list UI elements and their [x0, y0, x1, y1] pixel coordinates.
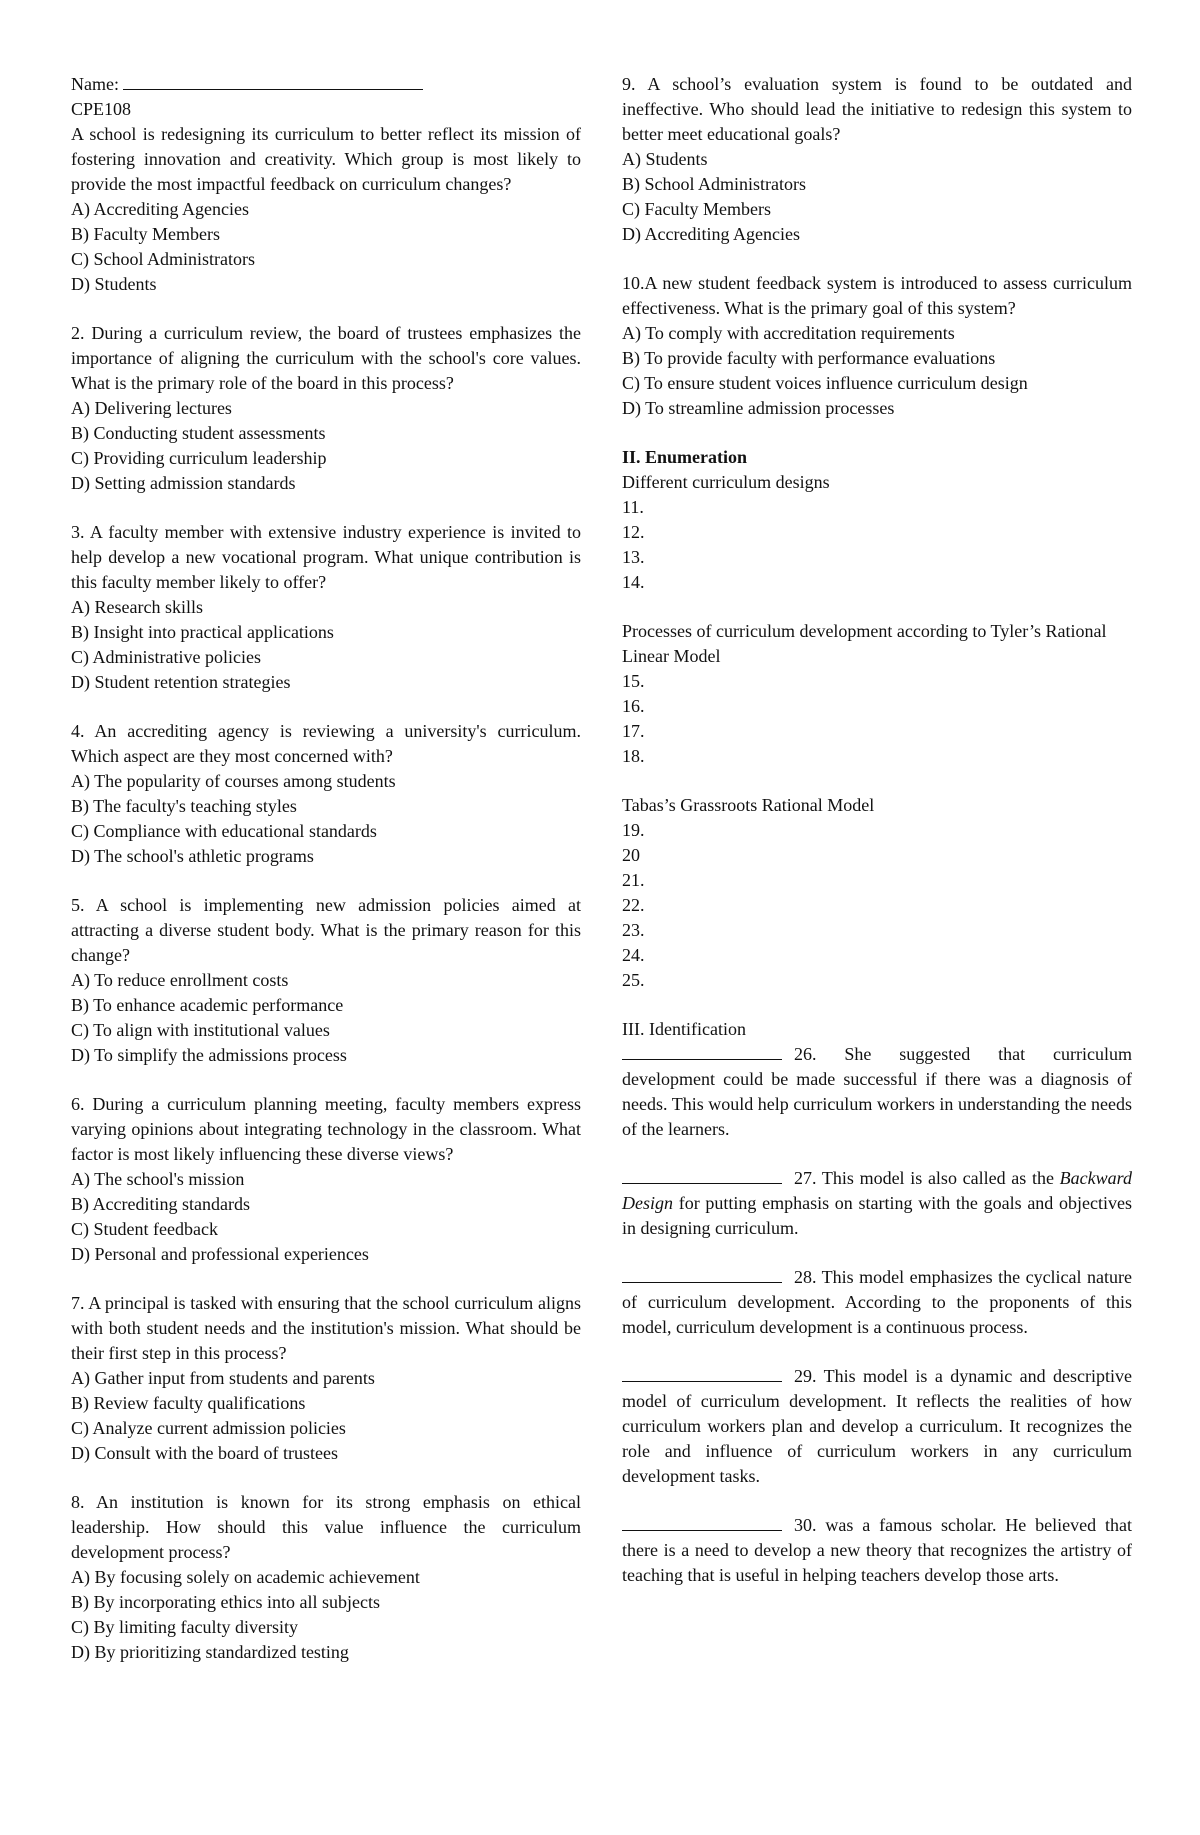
answer-option[interactable]: C) Compliance with educational standards — [71, 821, 377, 841]
answer-option[interactable]: B) Faculty Members — [71, 224, 220, 244]
question-stem: 3. A faculty member with extensive industry experience is invited to help develop a new vocational program. What unique contribution is this faculty member likely to offer? — [71, 522, 581, 592]
identification-text: 29. This model is a dynamic and descriptive model of curriculum development. It reflects the realities of how curriculum workers plan and develop a curriculum. It recognizes the role and influence of curriculum workers in any curriculum development tasks. — [622, 1366, 1132, 1486]
answer-option[interactable]: B) School Administrators — [622, 174, 806, 194]
answer-option[interactable]: D) Consult with the board of trustees — [71, 1443, 338, 1463]
answer-option[interactable]: B) Insight into practical applications — [71, 622, 334, 642]
question-item — [622, 72, 1132, 247]
answer-option[interactable]: D) Students — [71, 274, 157, 294]
answer-option[interactable]: C) To ensure student voices influence curriculum design — [622, 373, 1028, 393]
question-item — [71, 719, 581, 869]
answer-blank-line[interactable] — [622, 1514, 782, 1531]
enumeration-item[interactable]: 15. — [622, 671, 645, 691]
question-stem: 8. An institution is known for its strong emphasis on ethical leadership. How should this value influence the curriculum development process? — [71, 1492, 581, 1562]
answer-option[interactable]: D) By prioritizing standardized testing — [71, 1642, 349, 1662]
identification-item — [622, 1265, 1132, 1340]
enumeration-item[interactable]: 23. — [622, 920, 645, 940]
question-stem: 10.A new student feedback system is introduced to assess curriculum effectiveness. What is the primary goal of this system? — [622, 273, 1132, 318]
answer-option[interactable]: C) Analyze current admission policies — [71, 1418, 346, 1438]
question-stem: 6. During a curriculum planning meeting, faculty members express varying opinions about integrating technology in the classroom. What factor is most likely influencing these diverse views? — [71, 1094, 581, 1164]
identification-text: 27. This model is also called as the — [794, 1168, 1060, 1188]
answer-option[interactable]: C) Faculty Members — [622, 199, 771, 219]
enumeration-item[interactable]: 17. — [622, 721, 645, 741]
identification-text: 26. She suggested that curriculum development could be made successful if there was a diagnosis of needs. This would help curriculum workers in understanding the needs of the learners. — [622, 1044, 1132, 1139]
answer-option[interactable]: A) Accrediting Agencies — [71, 199, 249, 219]
answer-option[interactable]: D) Personal and professional experiences — [71, 1244, 369, 1264]
question-stem: 5. A school is implementing new admission policies aimed at attracting a diverse student body. What is the primary reason for this change? — [71, 895, 581, 965]
answer-option[interactable]: C) Providing curriculum leadership — [71, 448, 327, 468]
enumeration-group — [622, 793, 1132, 993]
identification-text: 30. was a famous scholar. He believed that there is a need to develop a new theory that recognizes the artistry of teaching that is useful in helping teachers develop those arts. — [622, 1515, 1132, 1585]
question-item — [71, 1291, 581, 1466]
enumeration-item[interactable]: 13. — [622, 547, 645, 567]
name-field-row — [71, 72, 581, 97]
enumeration-item[interactable]: 11. — [622, 497, 644, 517]
question-stem: 9. A school’s evaluation system is found to be outdated and ineffective. Who should lead the initiative to redesign this system to better meet educational goals? — [622, 74, 1132, 144]
answer-option[interactable]: C) To align with institutional values — [71, 1020, 330, 1040]
answer-option[interactable]: A) Gather input from students and parents — [71, 1368, 375, 1388]
question-stem: 4. An accrediting agency is reviewing a university's curriculum. Which aspect are they most concerned with? — [71, 721, 581, 766]
enumeration-section — [622, 445, 1132, 993]
answer-option[interactable]: C) Administrative policies — [71, 647, 261, 667]
question-item — [71, 122, 581, 297]
answer-option[interactable]: B) Review faculty qualifications — [71, 1393, 306, 1413]
enumeration-item[interactable]: 21. — [622, 870, 645, 890]
enumeration-group-title: Tabas’s Grassroots Rational Model — [622, 795, 875, 815]
identification-text: for putting emphasis on starting with the goals and objectives in designing curriculum. — [622, 1193, 1132, 1238]
answer-option[interactable]: B) Accrediting standards — [71, 1194, 250, 1214]
answer-option[interactable]: C) By limiting faculty diversity — [71, 1617, 298, 1637]
answer-option[interactable]: D) The school's athletic programs — [71, 846, 314, 866]
answer-option[interactable]: D) Student retention strategies — [71, 672, 291, 692]
question-stem: 2. During a curriculum review, the board of trustees emphasizes the importance of aligning the curriculum with the school's core values. What is the primary role of the board in this process? — [71, 323, 581, 393]
enumeration-item[interactable]: 24. — [622, 945, 645, 965]
question-item — [71, 893, 581, 1068]
answer-blank-line[interactable] — [622, 1266, 782, 1283]
identification-item — [622, 1513, 1132, 1588]
right-column — [622, 72, 1132, 1588]
enumeration-item[interactable]: 22. — [622, 895, 645, 915]
enumeration-item[interactable]: 19. — [622, 820, 645, 840]
answer-option[interactable]: D) Accrediting Agencies — [622, 224, 800, 244]
answer-option[interactable]: B) To enhance academic performance — [71, 995, 344, 1015]
right-question-list — [622, 72, 1132, 421]
question-stem: 7. A principal is tasked with ensuring that the school curriculum aligns with both student needs and the institution's mission. What should be their first step in this process? — [71, 1293, 581, 1363]
enumeration-group-title: Different curriculum designs — [622, 472, 830, 492]
enumeration-group — [622, 619, 1132, 769]
name-label: Name: — [71, 74, 119, 94]
question-item — [71, 1490, 581, 1665]
answer-blank-line[interactable] — [622, 1043, 782, 1060]
answer-option[interactable]: C) Student feedback — [71, 1219, 218, 1239]
answer-option[interactable]: B) Conducting student assessments — [71, 423, 326, 443]
answer-option[interactable]: B) By incorporating ethics into all subjects — [71, 1592, 380, 1612]
enumeration-item[interactable]: 25. — [622, 970, 645, 990]
answer-option[interactable]: A) To reduce enrollment costs — [71, 970, 289, 990]
question-item — [71, 321, 581, 496]
left-question-list — [71, 122, 581, 1665]
question-item — [71, 1092, 581, 1267]
identification-item — [622, 1166, 1132, 1241]
answer-option[interactable]: A) To comply with accreditation requirements — [622, 323, 955, 343]
answer-option[interactable]: C) School Administrators — [71, 249, 255, 269]
identification-section — [622, 1017, 1132, 1588]
enumeration-item[interactable]: 18. — [622, 746, 645, 766]
identification-items — [622, 1042, 1132, 1588]
answer-option[interactable]: D) To simplify the admissions process — [71, 1045, 347, 1065]
enumeration-groups — [622, 470, 1132, 993]
enumeration-group — [622, 470, 1132, 595]
question-item — [71, 520, 581, 695]
question-item — [622, 271, 1132, 421]
enumeration-item[interactable]: 16. — [622, 696, 645, 716]
identification-item — [622, 1364, 1132, 1489]
answer-option[interactable]: A) Delivering lectures — [71, 398, 232, 418]
question-stem: A school is redesigning its curriculum to better reflect its mission of fostering innovation and creativity. Which group is most likely to provide the most impactful feedback on curriculum changes? — [71, 124, 581, 194]
answer-option[interactable]: B) The faculty's teaching styles — [71, 796, 297, 816]
identification-text: 28. This model emphasizes the cyclical nature of curriculum development. According to the proponents of this model, curriculum development is a continuous process. — [622, 1267, 1132, 1337]
identification-item — [622, 1042, 1132, 1142]
answer-option[interactable]: A) Research skills — [71, 597, 203, 617]
left-column — [71, 72, 581, 1689]
identification-heading: III. Identification — [622, 1019, 746, 1039]
answer-option[interactable]: D) Setting admission standards — [71, 473, 296, 493]
answer-option[interactable]: B) To provide faculty with performance evaluations — [622, 348, 996, 368]
enumeration-item[interactable]: 12. — [622, 522, 645, 542]
enumeration-group-title: Processes of curriculum development according to Tyler’s Rational Linear Model — [622, 621, 1107, 666]
answer-option[interactable]: A) The popularity of courses among students — [71, 771, 396, 791]
answer-blank-line[interactable] — [622, 1365, 782, 1382]
name-blank-line[interactable] — [123, 73, 423, 90]
answer-option[interactable]: D) To streamline admission processes — [622, 398, 895, 418]
answer-blank-line[interactable] — [622, 1167, 782, 1184]
answer-option[interactable]: A) Students — [622, 149, 708, 169]
enumeration-item[interactable]: 14. — [622, 572, 645, 592]
answer-option[interactable]: A) The school's mission — [71, 1169, 245, 1189]
identification-italic-term: Backward Design — [622, 1168, 1132, 1213]
enumeration-heading: II. Enumeration — [622, 447, 748, 467]
enumeration-item[interactable]: 20 — [622, 845, 640, 865]
answer-option[interactable]: A) By focusing solely on academic achievement — [71, 1567, 420, 1587]
course-code: CPE108 — [71, 99, 132, 119]
